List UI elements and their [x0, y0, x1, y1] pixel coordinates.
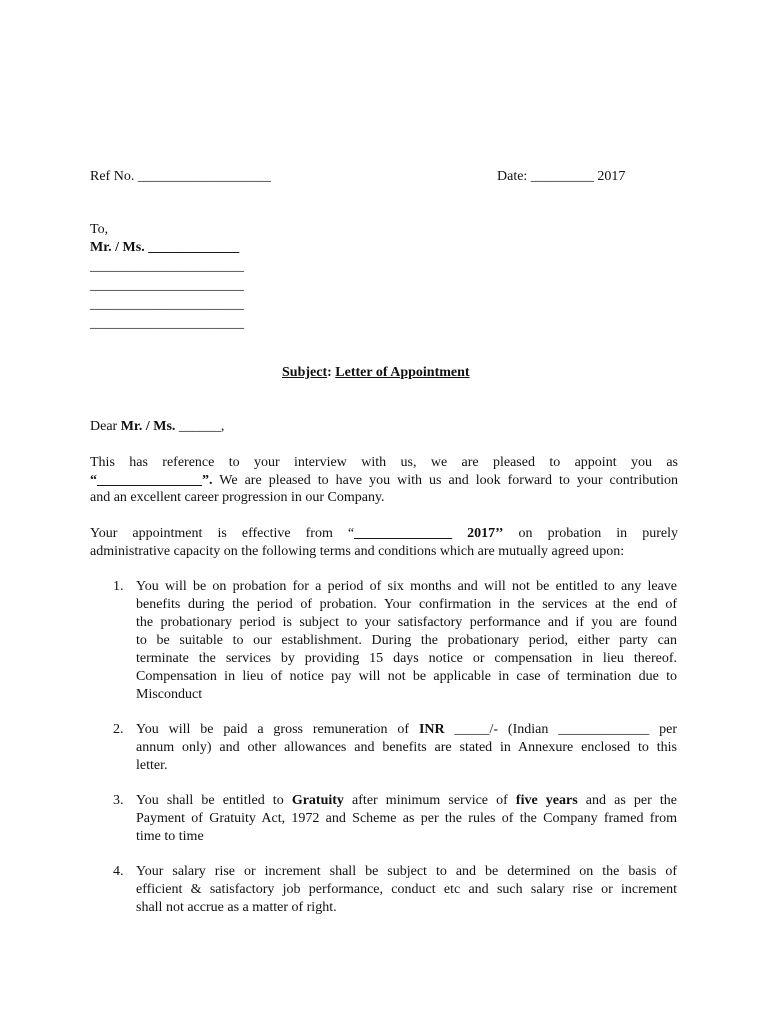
para2-line-1-b: on probation in purely	[503, 526, 678, 541]
ref-blank: ___________________	[137, 169, 271, 184]
para1-line-3: and an excellent career progression in our Company.	[90, 490, 385, 505]
subject-label: Subject	[282, 365, 328, 380]
date-label: Date:	[497, 169, 528, 184]
address-line-3: ______________________	[90, 297, 244, 312]
recipient-name-label: Mr. / Ms.	[90, 240, 145, 255]
item-2-line-1-b: _____/- (Indian _____________ per	[444, 722, 677, 737]
address-line-1: ______________________	[90, 259, 244, 274]
item-1-line-5: terminate the services by providing 15 days notice or compensation in lieu thereof.	[136, 651, 677, 666]
item-3-line-1-c: and as per the	[577, 793, 677, 808]
item-3-gratuity: Gratuity	[291, 793, 344, 808]
item-3-line-2: Payment of Gratuity Act, 1972 and Scheme as per the rules of the Company framed from	[136, 811, 677, 826]
salutation	[90, 418, 224, 436]
item-2-number: 2.	[113, 722, 124, 737]
para2-line-2: administrative capacity on the following terms and conditions which are mutually agreed upon:	[90, 544, 625, 559]
para1-position-blank: “_______________”.	[90, 473, 213, 488]
item-2-line-1	[136, 721, 677, 739]
item-1-line-2: benefits during the period of probation. Your confirmation in the services at the end of	[136, 597, 677, 612]
salutation-name: Mr. / Ms.	[120, 419, 176, 434]
subject-colon: :	[327, 365, 332, 380]
item-3-five-years: five years	[515, 793, 578, 808]
item-4-line-3: shall not accrue as a matter of right.	[136, 900, 337, 915]
para2-effective-date: ______________ 2017’’	[354, 526, 504, 541]
ref-no	[90, 168, 271, 186]
date-year: 2017	[597, 169, 626, 184]
item-4-line-1: Your salary rise or increment shall be subject to and be determined on the basis of	[136, 864, 677, 879]
item-2-line-3: letter.	[136, 758, 168, 773]
subject-line	[282, 364, 470, 382]
date-blank: _________	[530, 169, 594, 184]
item-3-number: 3.	[113, 793, 124, 808]
para2-line-1-a: Your appointment is effective from “	[90, 526, 355, 541]
recipient-name	[90, 239, 239, 257]
item-3-line-1-a: You shall be entitled to	[136, 793, 292, 808]
item-2-inr: INR	[418, 722, 445, 737]
item-1-line-1: You will be on probation for a period of six months and will not be entitled to any leave	[136, 579, 677, 594]
item-1-line-4: to be suitable to our establishment. During the probationary period, either party can	[136, 633, 677, 648]
item-1-line-3: the probationary period is subject to your satisfactory performance and if you are found	[136, 615, 677, 630]
ref-label: Ref No.	[90, 169, 135, 184]
para1-line-1: This has reference to your interview with us, we are pleased to appoint you as	[90, 455, 678, 470]
item-1-line-6: Compensation in lieu of notice pay will not be applicable in case of termination due to	[136, 669, 677, 684]
address-line-2: ______________________	[90, 278, 244, 293]
para1-line-2	[90, 472, 678, 490]
subject-text: Letter of Appointment	[335, 365, 470, 380]
to-line: To,	[90, 222, 109, 237]
salutation-blank: ______,	[175, 419, 225, 434]
date-field	[497, 168, 625, 186]
item-4-number: 4.	[113, 864, 124, 879]
recipient-name-blank: _____________	[148, 240, 240, 255]
item-1-number: 1.	[113, 579, 124, 594]
para2-line-1	[90, 525, 678, 543]
item-1-line-7: Misconduct	[136, 687, 203, 702]
item-2-line-2: annum only) and other allowances and benefits are stated in Annexure enclosed to this	[136, 740, 677, 755]
item-3-line-1	[136, 792, 677, 810]
para1-line-2-rest: We are pleased to have you with us and look forward to your contribution	[212, 473, 678, 488]
item-2-line-1-a: You will be paid a gross remuneration of	[136, 722, 419, 737]
item-3-line-3: time to time	[136, 829, 204, 844]
salutation-dear: Dear	[90, 419, 121, 434]
address-line-4: ______________________	[90, 316, 244, 331]
item-4-line-2: efficient & satisfactory job performance, conduct etc and such salary rise or increment	[136, 882, 677, 897]
item-3-line-1-b: after minimum service of	[343, 793, 516, 808]
